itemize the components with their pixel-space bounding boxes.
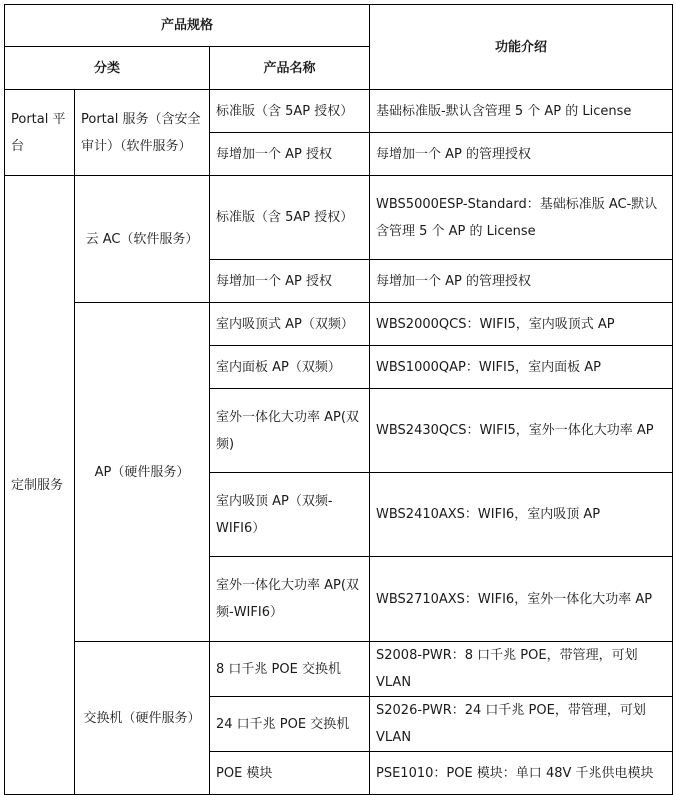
table-row bbox=[5, 642, 673, 697]
table-row bbox=[5, 90, 673, 133]
product-name-cell: 每增加一个 AP 授权 bbox=[210, 260, 370, 303]
subgroup-portal-service: Portal 服务（含安全审计）（软件服务） bbox=[75, 90, 210, 176]
product-name-cell: 室外一体化大功率 AP(双频) bbox=[210, 389, 370, 473]
table-row bbox=[5, 176, 673, 260]
function-cell: WBS1000QAP：WIFI5，室内面板 AP bbox=[370, 346, 673, 389]
function-cell: WBS5000ESP-Standard：基础标准版 AC-默认含管理 5 个 AP 的 License bbox=[370, 176, 673, 260]
product-name-cell: 24 口千兆 POE 交换机 bbox=[210, 697, 370, 752]
function-cell: 每增加一个 AP 的管理授权 bbox=[370, 133, 673, 176]
header-category: 分类 bbox=[5, 47, 210, 90]
function-cell: WBS2410AXS：WIFI6，室内吸顶 AP bbox=[370, 473, 673, 557]
product-name-cell: 8 口千兆 POE 交换机 bbox=[210, 642, 370, 697]
function-cell: PSE1010：POE 模块：单口 48V 千兆供电模块 bbox=[370, 752, 673, 795]
function-cell: WBS2000QCS：WIFI5，室内吸顶式 AP bbox=[370, 303, 673, 346]
product-name-cell: 室内吸顶式 AP（双频） bbox=[210, 303, 370, 346]
subgroup-ap-hardware: AP（硬件服务） bbox=[75, 303, 210, 642]
group-custom-label: 定制服务 bbox=[5, 176, 75, 795]
product-name-cell: 室内吸顶 AP（双频-WIFI6） bbox=[210, 473, 370, 557]
product-name-cell: 标准版（含 5AP 授权） bbox=[210, 90, 370, 133]
product-spec-table bbox=[4, 4, 673, 795]
header-product-name: 产品名称 bbox=[210, 47, 370, 90]
group-portal-label: Portal 平台 bbox=[5, 90, 75, 176]
function-cell: WBS2430QCS：WIFI5，室外一体化大功率 AP bbox=[370, 389, 673, 473]
header-function: 功能介绍 bbox=[370, 5, 673, 90]
product-name-cell: 每增加一个 AP 授权 bbox=[210, 133, 370, 176]
subgroup-cloud-ac: 云 AC（软件服务） bbox=[75, 176, 210, 303]
function-cell: S2026-PWR：24 口千兆 POE，带管理，可划 VLAN bbox=[370, 697, 673, 752]
table-row bbox=[5, 303, 673, 346]
function-cell: S2008-PWR：8 口千兆 POE，带管理，可划 VLAN bbox=[370, 642, 673, 697]
subgroup-switch-hardware: 交换机（硬件服务） bbox=[75, 642, 210, 795]
product-name-cell: 室外一体化大功率 AP(双频-WIFI6） bbox=[210, 557, 370, 642]
header-spec: 产品规格 bbox=[5, 5, 370, 47]
product-name-cell: POE 模块 bbox=[210, 752, 370, 795]
function-cell: WBS2710AXS：WIFI6，室外一体化大功率 AP bbox=[370, 557, 673, 642]
function-cell: 每增加一个 AP 的管理授权 bbox=[370, 260, 673, 303]
function-cell: 基础标准版-默认含管理 5 个 AP 的 License bbox=[370, 90, 673, 133]
product-name-cell: 室内面板 AP（双频） bbox=[210, 346, 370, 389]
product-name-cell: 标准版（含 5AP 授权） bbox=[210, 176, 370, 260]
